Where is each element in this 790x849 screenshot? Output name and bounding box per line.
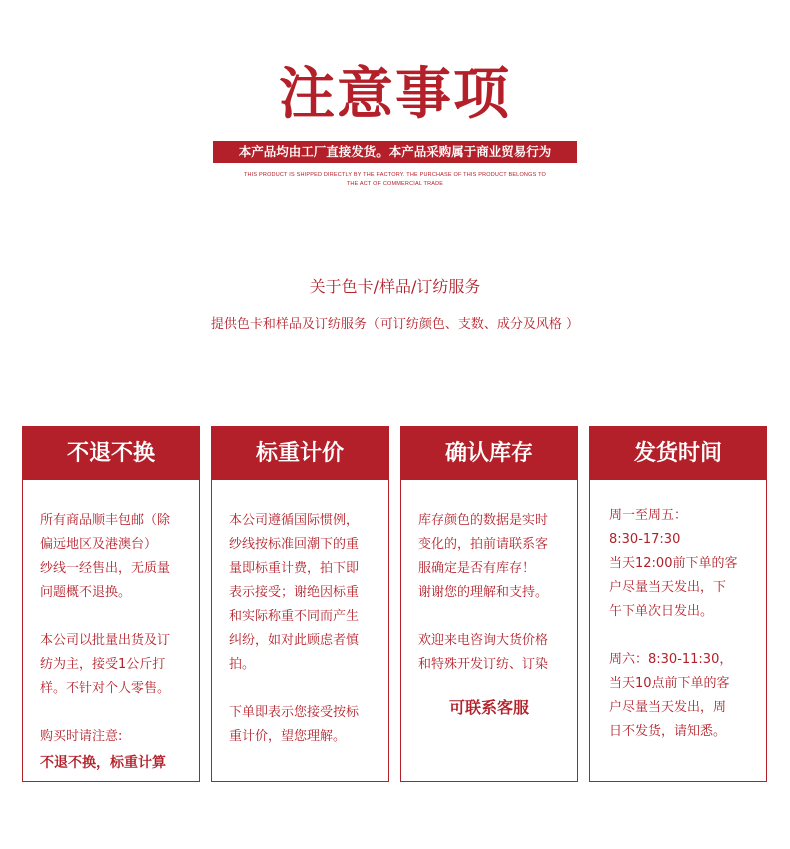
services-heading: 关于色卡/样品/订纺服务: [309, 277, 481, 296]
card-text-line: 本公司遵循国际惯例，: [229, 513, 360, 528]
card-title: 确认库存: [401, 427, 577, 480]
card-text-line: 当天10点前下单的客: [609, 676, 730, 691]
card-emphasis: 不退不换，标重计算: [40, 755, 166, 771]
card-text-line: 户尽量当天发出，周: [609, 700, 727, 715]
card-text-line: 下单即表示您接受按标: [229, 705, 360, 720]
english-note-line-1: THIS PRODUCT IS SHIPPED DIRECTLY BY THE FACTORY. THE PURCHASE OF THIS PRODUCT BELONGS TO: [243, 172, 547, 178]
english-note-line-2: THE ACT OF COMMERCIAL TRADE: [346, 181, 444, 187]
card-text-line: 表示接受；谢绝因标重: [229, 585, 360, 600]
card-weight-pricing: [211, 426, 389, 782]
card-text-line: 当天12:00前下单的客: [609, 556, 738, 571]
card-text-line: 购买时请注意:: [40, 729, 123, 744]
card-text-line: 谢谢您的理解和支持。: [418, 585, 549, 600]
page-title: 注意事项: [279, 61, 511, 127]
card-title: 发货时间: [590, 427, 766, 480]
card-text-line: 本公司以批量出货及订: [40, 633, 171, 648]
card-text-line: 纠纷，如对此顾虑者慎: [229, 633, 360, 648]
card-text-line: 服确定是否有库存！: [418, 561, 536, 576]
card-text-line: 拍。: [229, 657, 256, 672]
card-text-line: 午下单次日发出。: [609, 604, 714, 619]
card-title: 不退不换: [23, 427, 199, 480]
contact-service-cta[interactable]: 可联系客服: [448, 698, 529, 717]
card-text-line: 所有商品顺丰包邮（除: [40, 513, 171, 528]
card-text-line: 库存颜色的数据是实时: [418, 513, 549, 528]
card-text-line: 样。不针对个人零售。: [40, 681, 171, 696]
card-text-line: 8:30-17:30: [609, 532, 681, 547]
factory-banner: 本产品均由工厂直接发货。本产品采购属于商业贸易行为: [213, 141, 577, 163]
card-text-line: 户尽量当天发出，下: [609, 580, 727, 595]
card-text-line: 和实际称重不同而产生: [229, 609, 360, 624]
card-text-line: 周一至周五：: [609, 508, 688, 523]
card-text-line: 周六：8:30-11:30，: [609, 652, 733, 667]
card-text-line: 变化的，拍前请联系客: [418, 537, 549, 552]
card-text-line: 重计价，望您理解。: [229, 729, 347, 744]
card-text-line: 纱线按标准回潮下的重: [229, 537, 360, 552]
card-text-line: 欢迎来电咨询大货价格: [418, 633, 549, 648]
services-description: 提供色卡和样品及订纺服务（可订纺颜色、支数、成分及风格 ）: [210, 317, 580, 332]
card-text-line: 量即标重计费，拍下即: [229, 561, 360, 576]
card-text-line: 纺为主，接受1公斤打: [40, 657, 166, 672]
card-title: 标重计价: [212, 427, 388, 480]
card-text-line: 问题概不退换。: [40, 585, 132, 600]
card-confirm-stock: [400, 426, 578, 782]
card-text-line: 日不发货，请知悉。: [609, 724, 727, 739]
card-shipping-time: [589, 426, 767, 782]
card-text-line: 纱线一经售出，无质量: [40, 561, 171, 576]
card-no-return: [22, 426, 200, 782]
card-text-line: 偏远地区及港澳台）: [40, 537, 158, 552]
card-text-line: 和特殊开发订纺、订染: [418, 657, 549, 672]
